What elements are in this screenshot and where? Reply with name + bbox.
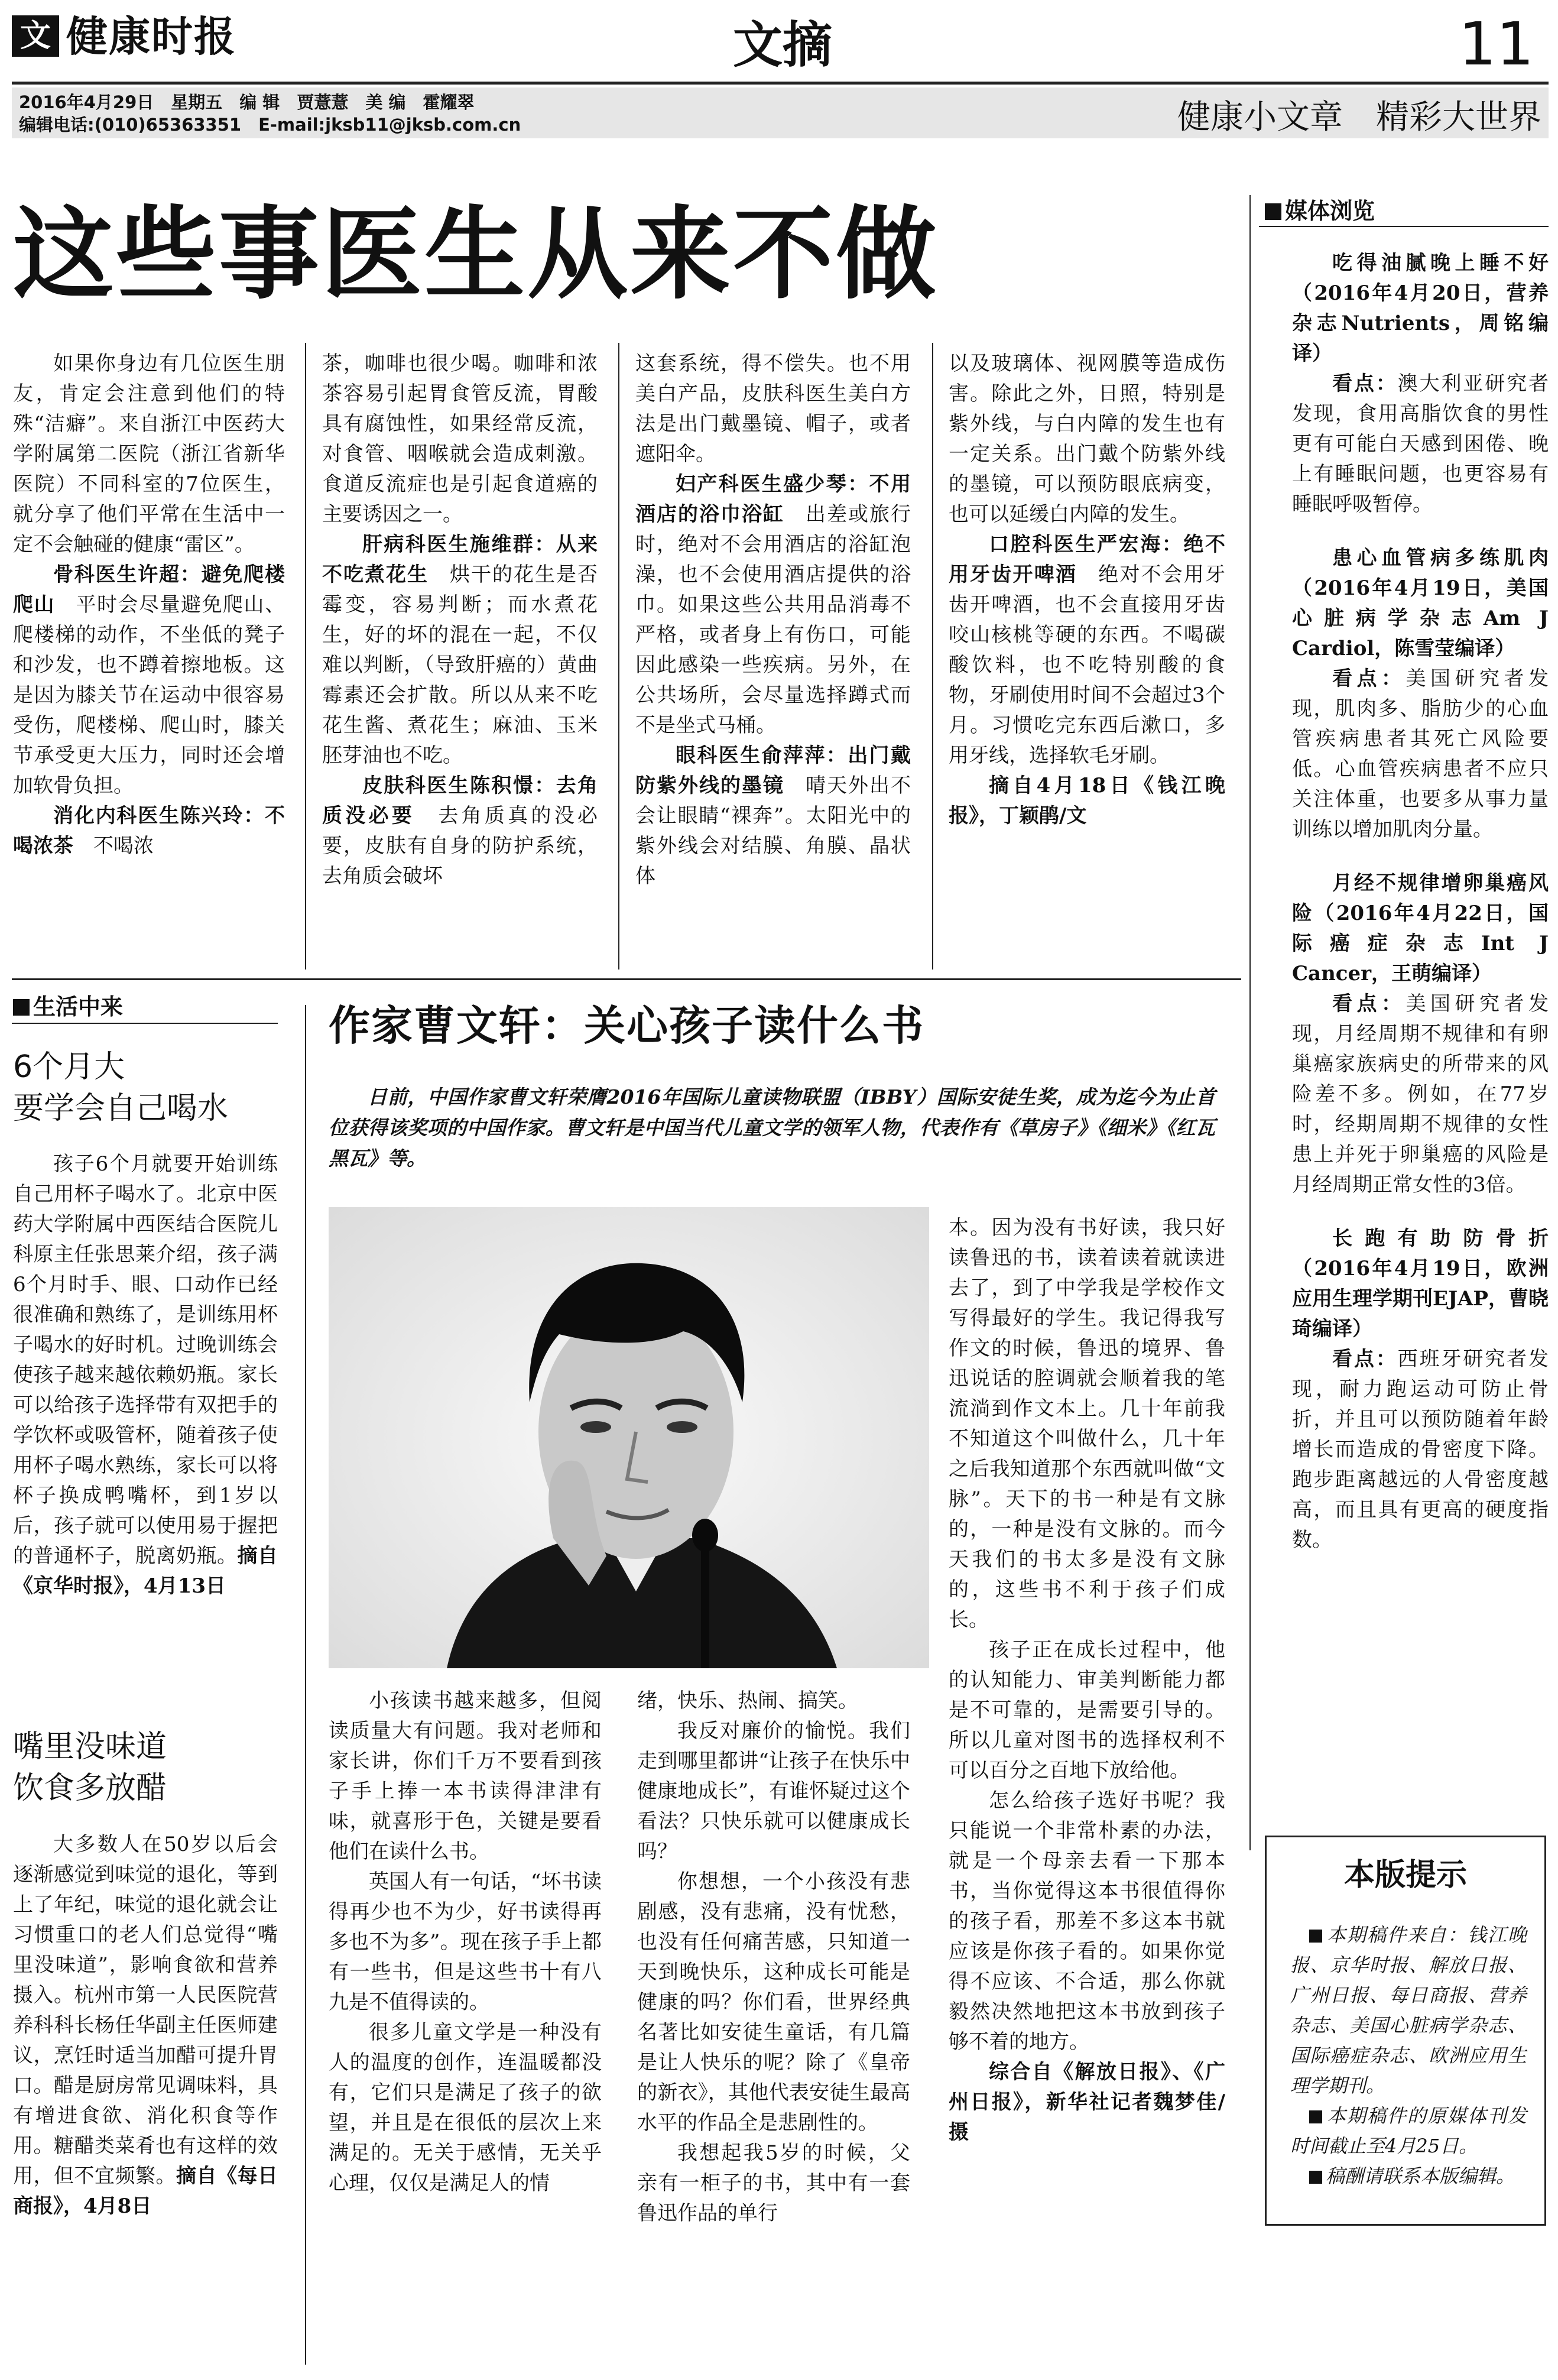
subhead: 肝病科医生施维群：从来不吃煮花生 (322, 533, 598, 586)
paragraph (329, 1867, 602, 2018)
text: 不喝浓 (73, 834, 154, 858)
paragraph (637, 1867, 910, 2138)
square-bullet-icon (1265, 203, 1281, 220)
portrait-photo (329, 1207, 929, 1668)
notice-item (1290, 1920, 1527, 2101)
media-item-lead: 看点： (1332, 992, 1406, 1016)
media-item-title: 月经不规律增卵巢癌风险（2016年4月22日，国际癌症杂志Int J Cancer，王萌编译） (1292, 871, 1549, 985)
header-rule (12, 82, 1549, 85)
paragraph (13, 1830, 278, 2222)
paragraph (635, 349, 911, 469)
media-item-title: 长跑有助防骨折（2016年4月19日，欧洲应用生理学期刊EJAP，曹晓琦编译） (1292, 1227, 1549, 1341)
source-credit: 摘自《每日商报》，4月8日 (13, 2164, 278, 2218)
media-item-lead: 看点： (1332, 667, 1406, 690)
main-col-2 (322, 349, 598, 891)
feature-title: 作家曹文轩：关心孩子读什么书 (329, 1001, 924, 1050)
slogan: 健康小文章 精彩大世界 (1177, 98, 1541, 137)
section-name: 文摘 (733, 15, 833, 74)
paragraph (329, 2018, 602, 2199)
notice-text: 稿酬请联系本版编辑。 (1326, 2165, 1515, 2187)
text: 孩子正在成长过程中，他的认知能力、审美判断能力都是不可靠的，是需要引导的。所以儿童对图书的选择权利不可以百分之百地下放给他。 (949, 1638, 1225, 1782)
main-col-3 (635, 349, 911, 891)
feature-col-bottom-2 (637, 1686, 910, 2229)
issue-date-editors: 2016年4月29日 星期五 编 辑 贾薏薏 美 编 霍耀翠 (19, 92, 475, 112)
text: 小孩读书越来越多，但阅读质量大有问题。我对老师和家长讲，你们千万不要看到孩子手上捧一本书读得津津有味，就喜形于色，关键是要看他们在读什么书。 (329, 1689, 602, 1863)
subhead: 口腔科医生严宏海：绝不用牙齿开啤酒 (949, 533, 1225, 586)
divider (305, 343, 306, 969)
paragraph (13, 560, 285, 801)
section-rule (1259, 226, 1549, 227)
subhead: 皮肤科医生陈积憬：去角质没必要 (322, 774, 598, 828)
notice-item (1290, 2101, 1527, 2161)
paragraph (635, 469, 911, 741)
main-headline: 这些事医生从来不做 (13, 195, 939, 313)
text: 西班牙研究者发现，耐力跑运动可防止骨折，并且可以预防随着年龄增长而造成的骨密度下降。跑步距离越远的人骨密度越高，而且具有更高的硬度指数。 (1292, 1347, 1549, 1552)
text: 美国研究者发现，月经周期不规律和有卵巢癌家族病史的所带来的风险差不多。例如，在77岁时，经期周期不规律的女性患上并死于卵巢癌的风险是月经周期正常女性的3倍。 (1292, 992, 1549, 1197)
media-item-body (1292, 989, 1549, 1200)
subhead: 眼科医生俞萍萍：出门戴防紫外线的墨镜 (635, 744, 911, 797)
section-header-media (1265, 193, 1375, 225)
media-item-lead: 看点： (1332, 372, 1398, 395)
media-item-body (1292, 1344, 1549, 1555)
text: 我反对廉价的愉悦。我们走到哪里都讲“让孩子在快乐中健康地成长”，有谁怀疑过这个看法？只快乐就可以健康成长吗？ (637, 1719, 910, 1863)
square-bullet-icon (13, 999, 30, 1016)
masthead (12, 9, 1549, 139)
divider (305, 1005, 306, 2365)
title-line: 嘴里没味道 (13, 1729, 167, 1765)
subhead: 妇产科医生盛少琴：不用酒店的浴巾浴缸 (635, 472, 911, 526)
media-item-lead: 看点： (1332, 1347, 1398, 1371)
text: 茶，咖啡也很少喝。咖啡和浓茶容易引起胃食管反流，胃酸具有腐蚀性，如果经常反流，对食管、咽喉就会造成刺激。食道反流症也是引起食道癌的主要诱因之一。 (322, 352, 598, 526)
paragraph (949, 349, 1225, 530)
title-line: 要学会自己喝水 (13, 1091, 229, 1126)
text: 出差或旅行时，绝对不会用酒店的浴缸泡澡，也不会使用酒店提供的浴巾。如果这些公共用品消毒不严格，或者身上有伤口，可能因此感染一些疾病。另外，在公共场所，会尽量选择蹲式而不是坐式马桶。 (635, 502, 911, 737)
square-bullet-icon (1309, 1930, 1322, 1943)
paragraph (949, 530, 1225, 771)
subhead: 摘自4月18日《钱江晚报》，丁颖鹃/文 (949, 774, 1225, 828)
paragraph (13, 1149, 278, 1601)
paragraph (322, 349, 598, 530)
paragraph (329, 1686, 602, 1867)
newspaper-logo: 健康时报 (66, 12, 236, 61)
notice-item (1290, 2161, 1527, 2191)
text: 很多儿童文学是一种没有人的温度的创作，连温暖都没有，它们只是满足了孩子的欲望，并且是在很低的层次上来满足的。无关于感情，无关乎心理，仅仅是满足人的情 (329, 2021, 602, 2195)
paragraph (637, 1686, 910, 1716)
text: 以及玻璃体、视网膜等造成伤害。除此之外，日照，特别是紫外线，与白内障的发生也有一定关系。出门戴个防紫外线的墨镜，可以预防眼底病变，也可以延缓白内障的发生。 (949, 352, 1225, 526)
subhead: 骨科医生许超：避免爬楼爬山 (13, 563, 285, 617)
paragraph (949, 1786, 1225, 2057)
life-article-2-title (13, 1726, 167, 1809)
paragraph (949, 2057, 1225, 2148)
text: 英国人有一句话，“坏书读得再少也不为少，好书读得再多也不为多”。现在孩子手上都有一些书，但是这些书十有八九是不值得读的。 (329, 1870, 602, 2014)
media-item-body (1292, 369, 1549, 520)
author-photo (329, 1207, 929, 1668)
media-list (1292, 248, 1549, 1579)
notice-box (1265, 1836, 1546, 2226)
notice-body (1290, 1920, 1527, 2191)
text: 澳大利亚研究者发现，食用高脂饮食的男性更有可能白天感到困倦、晚上有睡眠问题，也更容易有睡眠呼吸暂停。 (1292, 372, 1549, 516)
square-bullet-icon (1309, 2171, 1322, 2184)
text: 本。因为没有书好读，我只好读鲁迅的书，读着读着就读进去了，到了中学我是学校作文写得最好的学生。我记得我写作文的时候，鲁迅的境界、鲁迅说话的腔调就会顺着我的笔流淌到作文本上。几十年前我不知道这个叫做什么，几十年之后我知道那个东西就叫做“文脉”。天下的书一种是有文脉的，一种是没有文脉的。而今天我们的书太多是没有文脉的，这些书不利于孩子们成长。 (949, 1216, 1225, 1632)
text: 孩子6个月就要开始训练自己用杯子喝水了。北京中医药大学附属中西医结合医院儿科原主任张思莱介绍，孩子满6个月时手、眼、口动作已经很准确和熟练了，是训练用杯子喝水的好时机。过晚训练会使孩子越来越依赖奶瓶。家长可以给孩子选择带有双把手的学饮杯或吸管杯，随着孩子使用杯子喝水熟练，家长可以将杯子换成鸭嘴杯，到1岁以后，孩子就可以使用易于握把的普通杯子，脱离奶瓶。 (13, 1152, 278, 1568)
paragraph (637, 1716, 910, 1867)
paragraph (322, 771, 598, 891)
main-col-4 (949, 349, 1225, 831)
life-article-1-title (13, 1046, 228, 1129)
text: 绝对不会用牙齿开啤酒，也不会直接用牙齿咬山核桃等硬的东西。不喝碳酸饮料，也不吃特别酸的食物，牙刷使用时间不会超过3个月。习惯吃完东西后漱口，多用牙线，选择软毛牙刷。 (949, 563, 1225, 767)
subhead: 消化内科医生陈兴玲：不喝浓茶 (13, 804, 285, 858)
title-line: 6个月大 (13, 1049, 125, 1085)
paragraph (322, 530, 598, 771)
paragraph (635, 741, 911, 891)
paragraph (13, 801, 285, 861)
section-title: 媒体浏览 (1285, 198, 1375, 224)
media-item (1292, 1224, 1549, 1555)
subhead: 综合自《解放日报》、《广州日报》，新华社记者魏梦佳/摄 (949, 2060, 1225, 2144)
media-item (1292, 868, 1549, 1200)
notice-title: 本版提示 (1343, 1857, 1467, 1893)
paragraph (949, 771, 1225, 831)
divider (618, 343, 619, 969)
source-credit: 摘自《京华时报》，4月13日 (13, 1544, 278, 1598)
section-rule (12, 1023, 278, 1024)
notice-text: 本期稿件来自：钱江晚报、京华时报、解放日报、广州日报、每日商报、营养杂志、美国心脏病学杂志、国际癌症杂志、欧洲应用生理学期刊。 (1290, 1924, 1527, 2097)
text: 烘干的花生是否霉变，容易判断；而水煮花生，好的坏的混在一起，不仅难以判断，（导致肝癌的）黄曲霉素还会扩散。所以从来不吃花生酱、煮花生；麻油、玉米胚芽油也不吃。 (322, 563, 598, 767)
divider (932, 343, 933, 969)
text: 平时会尽量避免爬山、爬楼梯的动作，不坐低的凳子和沙发，也不蹲着擦地板。这是因为膝关节在运动中很容易受伤，爬楼梯、爬山时，膝关节承受更大压力，同时还会增加软骨负担。 (13, 593, 285, 797)
text: 如果你身边有几位医生朋友，肯定会注意到他们的特殊“洁癖”。来自浙江中医药大学附属第二医院（浙江省新华医院）不同科室的7位医生，就分享了他们平常在生活中一定不会触碰的健康“雷区”。 (13, 352, 285, 556)
newspaper-logo-icon: 文 (12, 15, 59, 57)
section-header-life (13, 988, 123, 1021)
media-item (1292, 248, 1549, 520)
section-rule (12, 978, 1241, 980)
sidebar-divider (1249, 195, 1251, 1850)
notice-text: 本期稿件的原媒体刊发时间截止至4月25日。 (1290, 2105, 1527, 2157)
section-title: 生活中来 (33, 994, 124, 1020)
feature-lede: 日前，中国作家曹文轩荣膺2016年国际儿童读物联盟（IBBY）国际安徒生奖，成为迄今为止首位获得该奖项的中国作家。曹文轩是中国当代儿童文学的领军人物，代表作有《草房子》《细米》《红瓦黑瓦》等。 (329, 1085, 1215, 1170)
paragraph (949, 1213, 1225, 1635)
square-bullet-icon (1309, 2110, 1322, 2123)
feature-col-right (949, 1213, 1225, 2148)
life-article-2-body (13, 1830, 278, 2222)
text: 去角质真的没必要，皮肤有自身的防护系统，去角质会破坏 (322, 804, 598, 888)
text: 绪，快乐、热闹、搞笑。 (637, 1689, 858, 1713)
main-col-1 (13, 349, 285, 861)
paragraph (637, 2138, 910, 2229)
text: 晴天外出不会让眼睛“裸奔”。太阳光中的紫外线会对结膜、角膜、晶状体 (635, 774, 911, 888)
text: 我想起我5岁的时候，父亲有一柜子的书，其中有一套鲁迅作品的单行 (637, 2141, 910, 2225)
paragraph (949, 1635, 1225, 1786)
text: 美国研究者发现，肌肉多、脂肪少的心血管疾病患者其死亡风险要低。心血管疾病患者不应只关注体重，也要多从事力量训练以增加肌肉分量。 (1292, 667, 1549, 841)
media-item-title: 吃得油腻晚上睡不好（2016年4月20日，营养杂志Nutrients，周铭编译） (1292, 251, 1549, 365)
media-item-body (1292, 664, 1549, 845)
editor-contact: 编辑电话:(010)65363351 E-mail:jksb11@jksb.com.cn (19, 115, 521, 135)
text: 你想想，一个小孩没有悲剧感，没有悲痛，没有忧愁，也没有任何痛苦感，只知道一天到晚快乐，这种成长可能是健康的吗？你们看，世界经典名著比如安徒生童话，有几篇是让人快乐的呢？除了《皇帝的新衣》，其他代表安徒生最高水平的作品全是悲剧性的。 (637, 1870, 910, 2135)
paragraph (13, 349, 285, 560)
text: 大多数人在50岁以后会逐渐感觉到味觉的退化，等到上了年纪，味觉的退化就会让习惯重口的老人们总觉得“嘴里没味道”，影响食欲和营养摄入。杭州市第一人民医院营养科科长杨任华副主任医师建议，烹饪时适当加醋可提升胃口。醋是厨房常见调味料，具有增进食欲、消化积食等作用。糖醋类菜肴也有这样的效用，但不宜频繁。 (13, 1833, 278, 2188)
title-line: 饮食多放醋 (13, 1771, 167, 1806)
text: 这套系统，得不偿失。也不用美白产品，皮肤科医生美白方法是出门戴墨镜、帽子，或者遮阳伞。 (635, 352, 911, 466)
page-number: 11 (1459, 9, 1534, 79)
media-item-title: 患心血管病多练肌肉（2016年4月19日，美国心脏病学杂志Am J Cardiol，陈雪莹编译） (1292, 546, 1549, 660)
media-item (1292, 543, 1549, 845)
feature-col-bottom-1 (329, 1686, 602, 2199)
text: 怎么给孩子选好书呢？我只能说一个非常朴素的办法，就是一个母亲去看一下那本书，当你觉得这本书很值得你的孩子看，那差不多这本书就应该是你孩子看的。如果你觉得不应该、不合适，那么你就毅然决然地把这本书放到孩子够不着的地方。 (949, 1789, 1225, 2054)
life-article-1-body (13, 1149, 278, 1601)
